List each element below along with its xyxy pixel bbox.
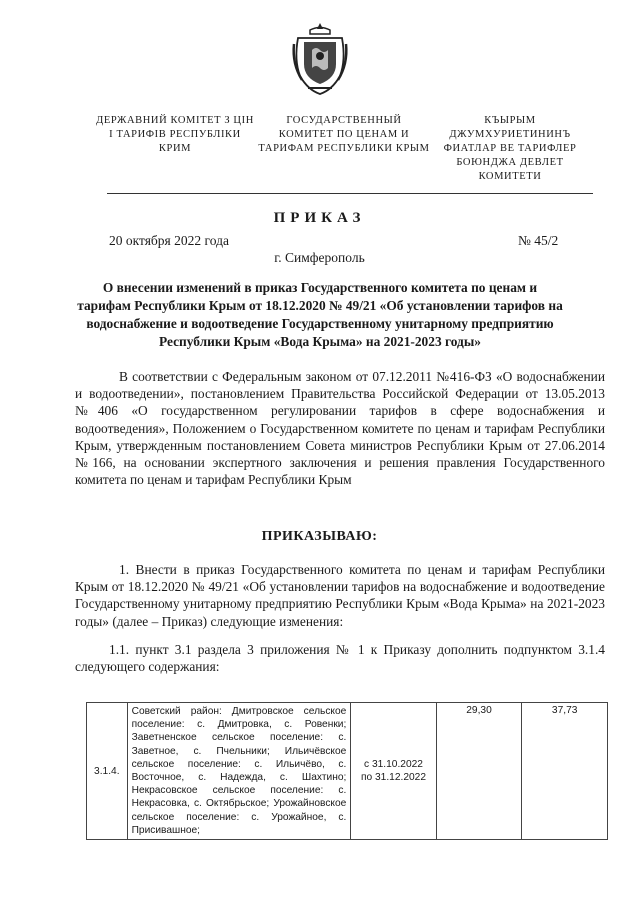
table-cell-code: 3.1.4. <box>87 703 128 840</box>
order-date: 20 октября 2022 года <box>109 233 229 248</box>
org-name-crimean-tatar: КЪЫРЫМ ДЖУМХУРИЕТИНИНЪ ФИАТЛАР ВЕ ТАРИФЛЕР БОЮНДЖА ДЕВЛЕТ КОМИТЕТИ <box>443 115 577 182</box>
table-cell-description: Советский район: Дмитровское сельское поселение: с. Дмитровка, с. Ровенки; Заветненское сельское поселение: с. Заветное, с. Пчельники; Ильичёвское сельское поселение: с. Ильичёво, с. Восточное, с. Надежда, с. Шахтино; Некрасовское сельское поселение: с. Некрасовка, с. Октябрьское; Урожайновское сельское поселение: с. Урожайное, с. Присивашное; <box>127 703 351 840</box>
item-1-paragraph: 1. Внести в приказ Государственного комитета по ценам и тарифам Республики Крым от 18.12.2020 № 49/21 «Об установлении тарифов на водоснабжение и водоотведение Государственному унитарному предприятию Республики Крым «Вода Крыма» на 2021-2023 годы» (далее – Приказ) следующие изменения: <box>75 562 605 629</box>
table-cell-tariff-2: 37,73 <box>522 703 608 840</box>
order-city: г. Симферополь <box>274 250 365 265</box>
tariff-table <box>86 702 608 840</box>
item-1-1-paragraph: 1.1. пункт 3.1 раздела 3 приложения № 1 к Приказу дополнить подпунктом 3.1.4 следующего содержания: <box>75 642 605 675</box>
crimea-coat-of-arms-icon <box>290 20 350 98</box>
org-name-russian: ГОСУДАРСТВЕННЫЙ КОМИТЕТ ПО ЦЕНАМ И ТАРИФАМ РЕСПУБЛИКИ КРЫМ <box>258 115 430 154</box>
table-cell-period <box>351 703 436 840</box>
org-name-ukrainian: ДЕРЖАВНИЙ КОМІТЕТ З ЦІН І ТАРИФІВ РЕСПУБЛІКИ КРИМ <box>96 115 254 154</box>
period-from: с 31.10.2022 <box>364 759 423 771</box>
order-heading: О внесении изменений в приказ Государственного комитета по ценам и тарифам Республики Крым от 18.12.2020 № 49/21 «Об установлении тарифов на водоснабжение и водоотведение Государственному унитарному предприятию Республики Крым «Вода Крыма» на 2021-2023 годы» <box>77 280 563 349</box>
preamble-paragraph: В соответствии с Федеральным законом от 07.12.2011 №416-ФЗ «О водоснабжении и водоотведении», постановлением Правительства Российской Федерации от 13.05.2013 №406 «О государственном регулировании тарифов в сфере водоснабжения и водоотведения», Положением о Государственном комитете по ценам и тарифам Республики Крым, утвержденным постановлением Совета министров Республики Крым от 27.06.2014 №166, на основании экспертного заключения и решения правления Государственного комитета по ценам и тарифам Республики Крым <box>75 369 605 488</box>
header-divider <box>107 193 593 194</box>
document-title: ПРИКАЗ <box>273 210 366 226</box>
period-to: по 31.12.2022 <box>360 772 426 784</box>
table-cell-tariff-1: 29,30 <box>436 703 522 840</box>
order-number: № 45/2 <box>518 233 559 248</box>
table-row <box>87 703 608 840</box>
order-directive: ПРИКАЗЫВАЮ: <box>261 529 378 544</box>
